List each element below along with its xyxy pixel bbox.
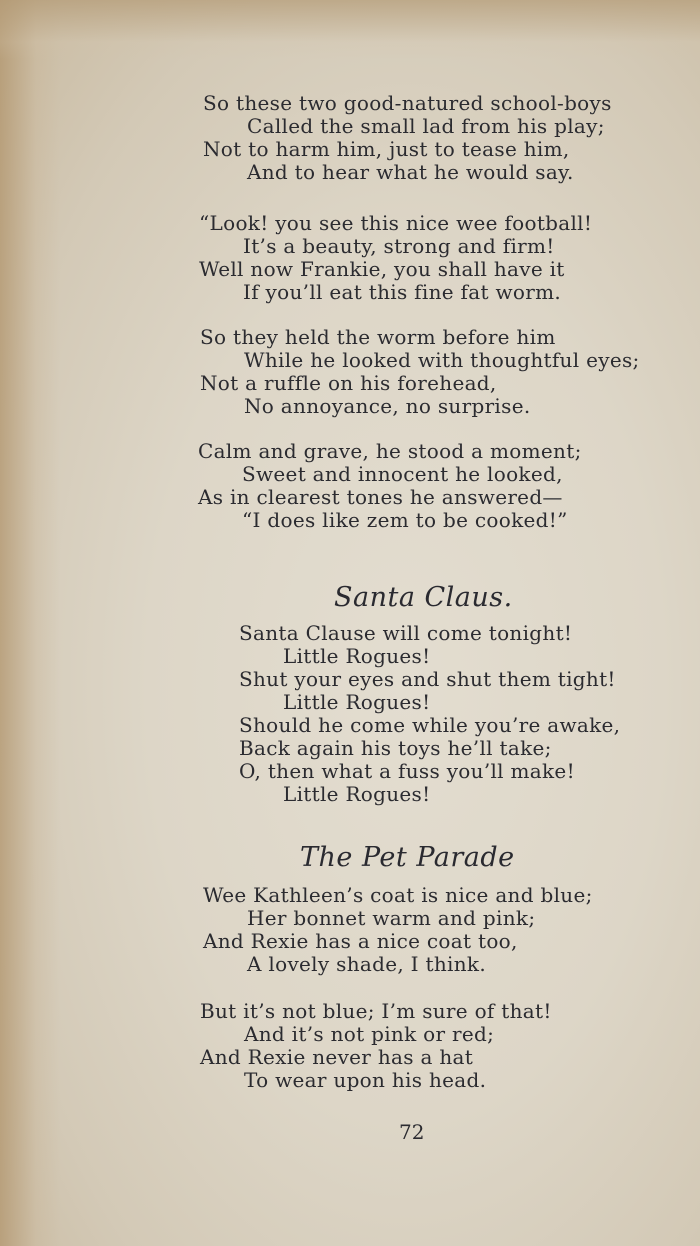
poem-line: If you’ll eat this fine fat worm. (243, 280, 562, 304)
poem-line: Sweet and innocent he looked, (242, 462, 563, 486)
poem-line: Called the small lad from his play; (247, 114, 605, 138)
poem-line: So these two good-natured school-boys (203, 91, 612, 115)
poem-title-pet-parade: The Pet Parade (300, 842, 515, 873)
poem-line: To wear upon his head. (244, 1068, 487, 1092)
poem-line: Little Rogues! (283, 782, 431, 806)
poem-line: Well now Frankie, you shall have it (199, 257, 565, 281)
poem-line: Wee Kathleen’s coat is nice and blue; (203, 883, 593, 907)
poem2-body (239, 622, 620, 806)
poem-line: While he looked with thoughtful eyes; (244, 348, 640, 372)
poem-line: Calm and grave, he stood a moment; (198, 439, 582, 463)
poem3-stanza-2 (200, 1000, 552, 1092)
poem-line: Not to harm him, just to tease him, (203, 137, 570, 161)
poem3-stanza-1 (203, 884, 593, 976)
poem-line: And to hear what he would say. (247, 160, 574, 184)
poem-line: As in clearest tones he answered— (198, 485, 563, 509)
poem1-stanza-2 (199, 212, 592, 304)
poem-line: But it’s not blue; I’m sure of that! (200, 999, 552, 1023)
poem-line: Shut your eyes and shut them tight! (239, 667, 616, 691)
poem-line: And Rexie never has a hat (200, 1045, 474, 1069)
poem-line: A lovely shade, I think. (247, 952, 486, 976)
poem-line: Her bonnet warm and pink; (247, 906, 536, 930)
poem-line: “Look! you see this nice wee football! (199, 211, 593, 235)
poem-line: Back again his toys he’ll take; (239, 736, 552, 760)
poem-title-santa-claus: Santa Claus. (334, 582, 513, 613)
page-number: 72 (399, 1120, 425, 1144)
poem-line: “I does like zem to be cooked!” (242, 508, 568, 532)
poem-line: Little Rogues! (283, 690, 431, 714)
poem-line: Not a ruffle on his forehead, (200, 371, 497, 395)
poem-line: O, then what a fuss you’ll make! (239, 759, 575, 783)
poem-line: Little Rogues! (283, 644, 431, 668)
poem-line: No annoyance, no surprise. (244, 394, 531, 418)
poem1-stanza-4 (198, 440, 582, 532)
poem-line: And Rexie has a nice coat too, (203, 929, 518, 953)
poem1-stanza-3 (200, 326, 640, 418)
poem-line: Santa Clause will come tonight! (239, 621, 573, 645)
poem-line: It’s a beauty, strong and firm! (243, 234, 555, 258)
poem-line: So they held the worm before him (200, 325, 556, 349)
poem1-stanza-1 (203, 92, 612, 184)
poem-line: Should he come while you’re awake, (239, 713, 621, 737)
poem-line: And it’s not pink or red; (244, 1022, 495, 1046)
